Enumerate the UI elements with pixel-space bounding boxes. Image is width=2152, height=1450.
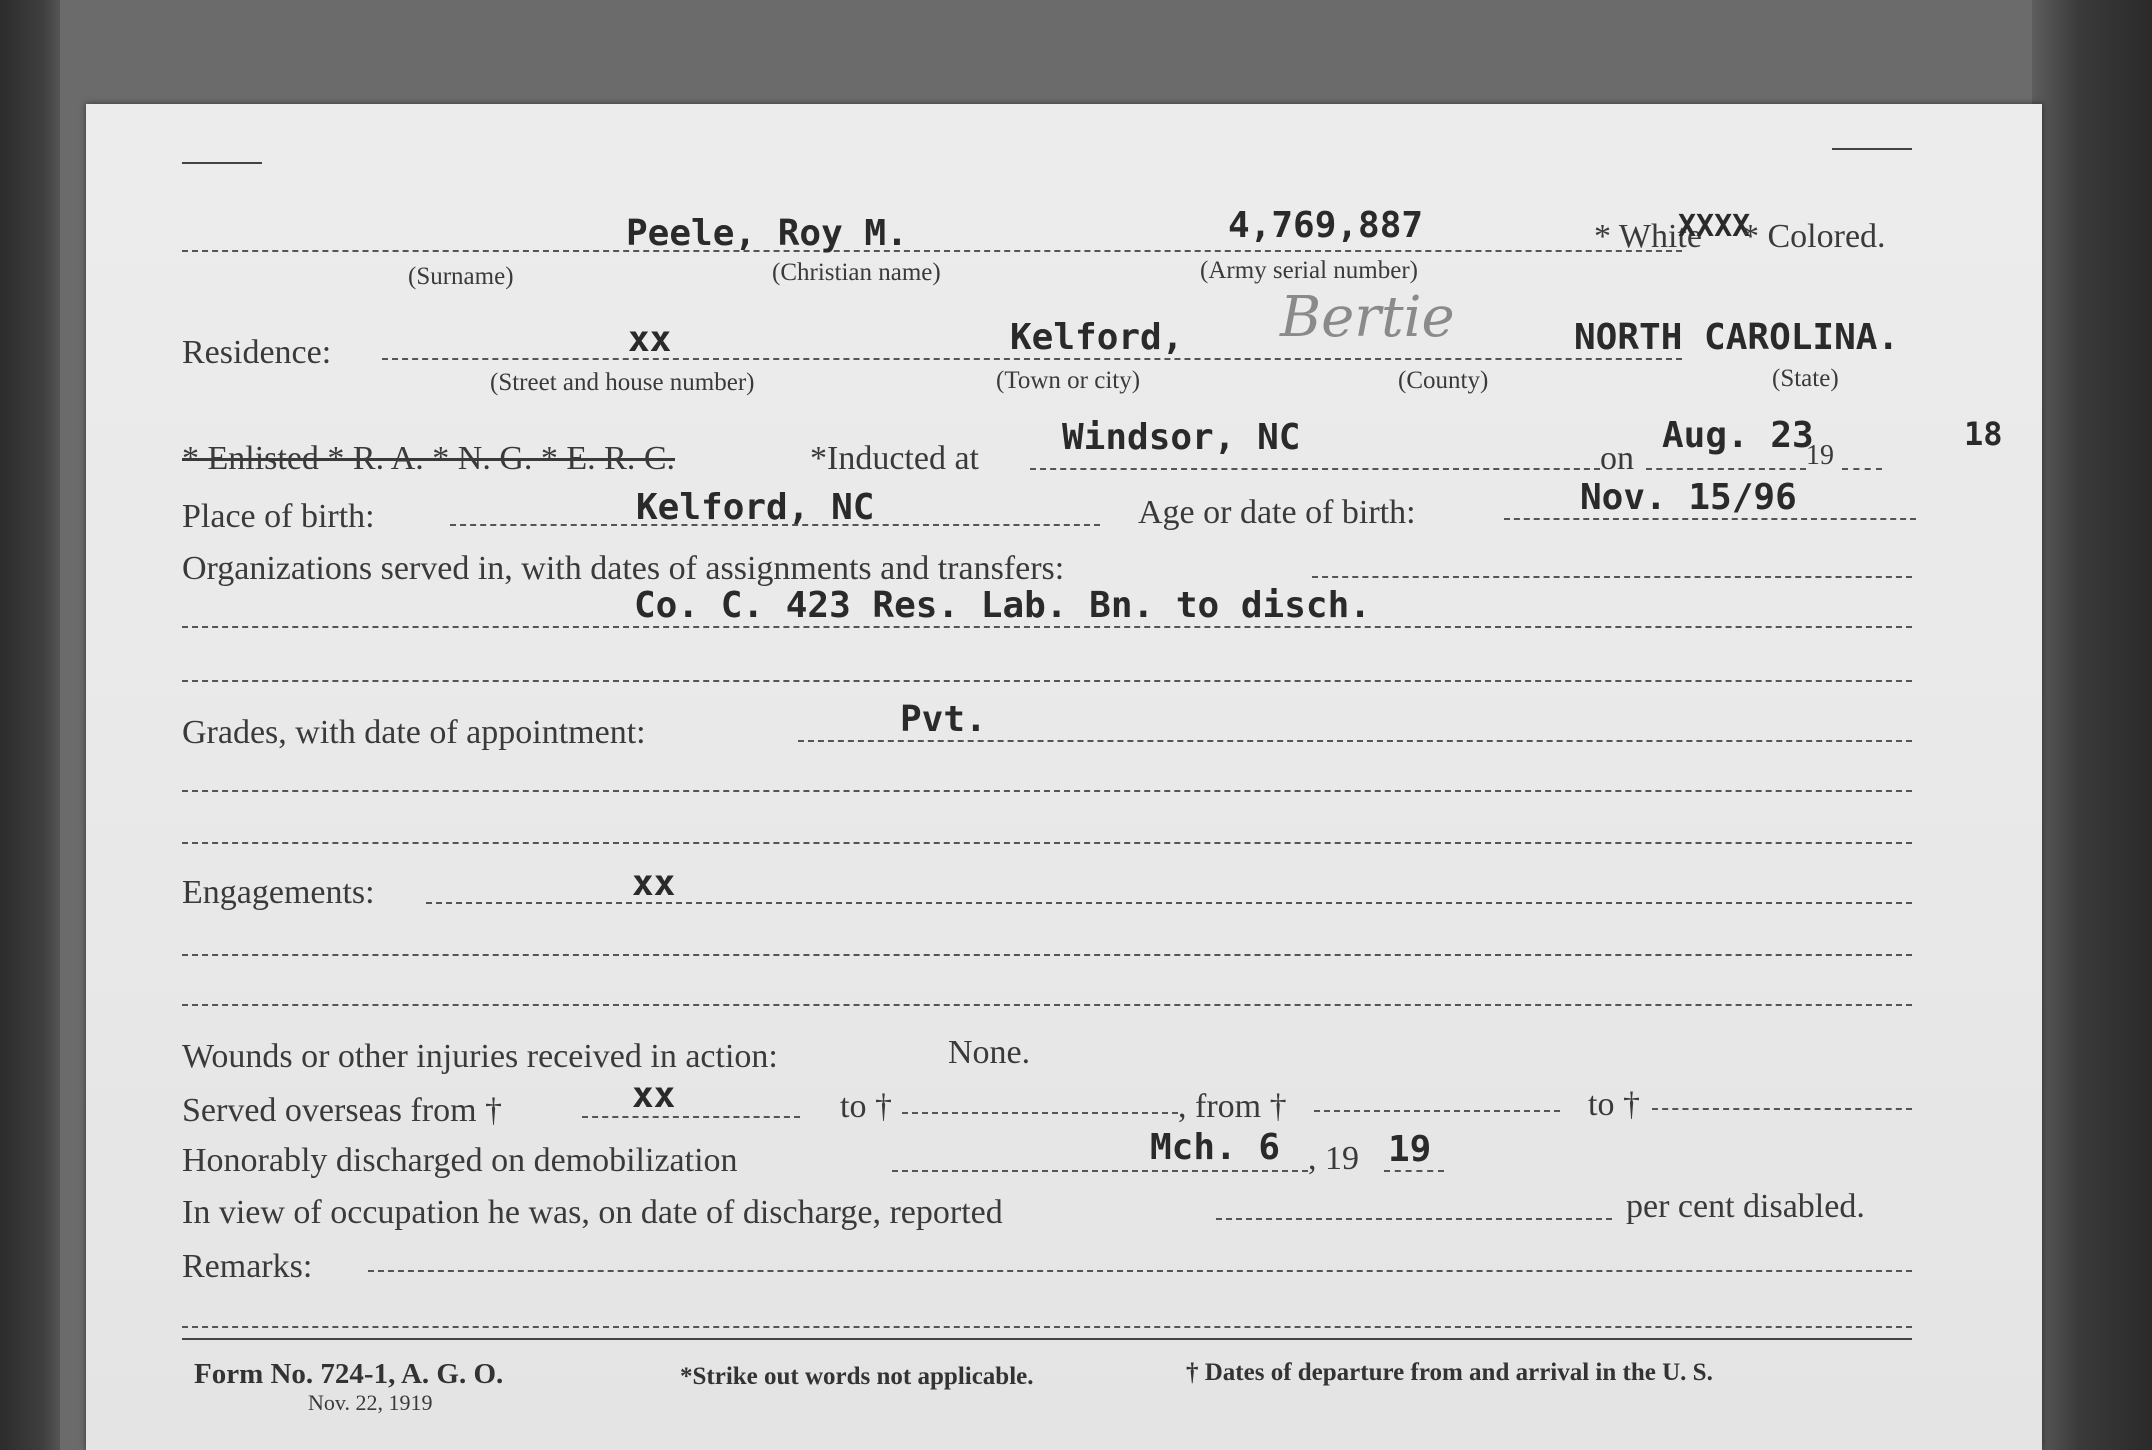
soldier-name: Peele, Roy M. xyxy=(626,213,908,254)
grades-line-3 xyxy=(182,842,1912,844)
grades-line-2 xyxy=(182,790,1912,792)
disability-label: In view of occupation he was, on date of discharge, reported xyxy=(182,1194,1003,1231)
disability-suffix: per cent disabled. xyxy=(1626,1188,1865,1225)
discharge-label: Honorably discharged on demobilization xyxy=(182,1142,738,1179)
discharge-date: Mch. 6 xyxy=(1150,1127,1281,1168)
induction-year-prefix: 19 xyxy=(1806,440,1834,471)
remarks-line-2 xyxy=(182,1326,1912,1328)
struck-enlistment-options: * Enlisted * R. A. * N. G. * E. R. C. xyxy=(182,440,676,477)
induction-date: Aug. 23 xyxy=(1662,415,1814,456)
overseas-to2-label: to † xyxy=(1588,1086,1640,1123)
wounds-label: Wounds or other injuries received in action: xyxy=(182,1038,778,1075)
overseas-from-label: Served overseas from † xyxy=(182,1092,503,1129)
surname-caption: (Surname) xyxy=(408,263,514,290)
organizations-label: Organizations served in, with dates of assignments and transfers: xyxy=(182,550,1065,587)
dates-note: † Dates of departure from and arrival in the U. S. xyxy=(1186,1359,1713,1386)
place-of-birth: Kelford, NC xyxy=(636,487,875,528)
residence-state: NORTH CAROLINA. xyxy=(1574,317,1900,358)
corner-rule-left xyxy=(182,162,262,164)
overseas-to2-line xyxy=(1652,1108,1912,1110)
overseas-from-value: xx xyxy=(632,1075,676,1116)
discharge-year-prefix: , 19 xyxy=(1308,1140,1359,1177)
inducted-at-label: *Inducted at xyxy=(810,440,979,477)
discharge-year: 19 xyxy=(1388,1129,1432,1170)
race-strike-typed: XXXX xyxy=(1678,209,1751,244)
county-caption: (County) xyxy=(1398,367,1489,394)
induction-on-label: on xyxy=(1600,440,1634,477)
overseas-from2-label: , from † xyxy=(1178,1088,1287,1125)
induction-date-line xyxy=(1646,468,1806,470)
overseas-to-label: to † xyxy=(840,1088,892,1125)
name-line xyxy=(182,250,1682,252)
race-white-label: * White xyxy=(1594,218,1702,255)
place-of-birth-label: Place of birth: xyxy=(182,498,375,535)
discharge-date-line xyxy=(892,1170,1308,1172)
race-colored-option: * Colored. xyxy=(1742,218,1886,255)
state-caption: (State) xyxy=(1772,365,1839,392)
engagements-value: xx xyxy=(632,863,676,904)
induction-year: 18 xyxy=(1964,415,2003,453)
serial-number: 4,769,887 xyxy=(1228,205,1424,246)
street-caption: (Street and house number) xyxy=(490,369,755,396)
grades-label: Grades, with date of appointment: xyxy=(182,714,646,751)
grades-line-1 xyxy=(798,740,1912,742)
organizations-line-2 xyxy=(182,626,1912,628)
induction-place-line xyxy=(1030,468,1600,470)
scan-background-right xyxy=(2032,0,2152,1450)
induction-year-line xyxy=(1842,468,1882,470)
residence-county-handwritten: Bertie xyxy=(1280,285,1455,350)
wounds-value: None. xyxy=(948,1034,1031,1071)
corner-rule-right xyxy=(1832,148,1912,150)
overseas-from2-line xyxy=(1314,1110,1560,1112)
disability-line xyxy=(1216,1218,1612,1220)
grades-value: Pvt. xyxy=(900,699,987,740)
footer-rule xyxy=(182,1338,1912,1340)
organizations-line-3 xyxy=(182,680,1912,682)
remarks-label: Remarks: xyxy=(182,1248,313,1285)
organizations-value: Co. C. 423 Res. Lab. Bn. to disch. xyxy=(634,585,1371,626)
residence-label: Residence: xyxy=(182,334,332,371)
date-of-birth-label: Age or date of birth: xyxy=(1138,494,1416,531)
induction-place: Windsor, NC xyxy=(1062,417,1301,458)
strike-note: *Strike out words not applicable. xyxy=(680,1363,1034,1390)
overseas-to-line xyxy=(902,1112,1178,1114)
residence-street: xx xyxy=(628,319,672,360)
residence-line xyxy=(382,358,1682,360)
date-of-birth-line xyxy=(1504,518,1916,520)
town-caption: (Town or city) xyxy=(996,367,1141,394)
organizations-line-1 xyxy=(1312,576,1912,578)
serial-caption: (Army serial number) xyxy=(1200,257,1418,284)
engagements-label: Engagements: xyxy=(182,874,375,911)
scan-background-left xyxy=(0,0,60,1450)
service-record-card xyxy=(86,104,2042,1450)
engagements-line-2 xyxy=(182,954,1912,956)
overseas-from-line xyxy=(582,1116,800,1118)
christian-name-caption: (Christian name) xyxy=(772,259,941,286)
engagements-line-3 xyxy=(182,1004,1912,1006)
date-of-birth: Nov. 15/96 xyxy=(1580,477,1797,518)
remarks-line-1 xyxy=(368,1270,1912,1272)
residence-town: Kelford, xyxy=(1010,317,1184,358)
form-date: Nov. 22, 1919 xyxy=(308,1390,433,1415)
form-number: Form No. 724-1, A. G. O. xyxy=(194,1358,504,1390)
discharge-year-line xyxy=(1384,1170,1444,1172)
